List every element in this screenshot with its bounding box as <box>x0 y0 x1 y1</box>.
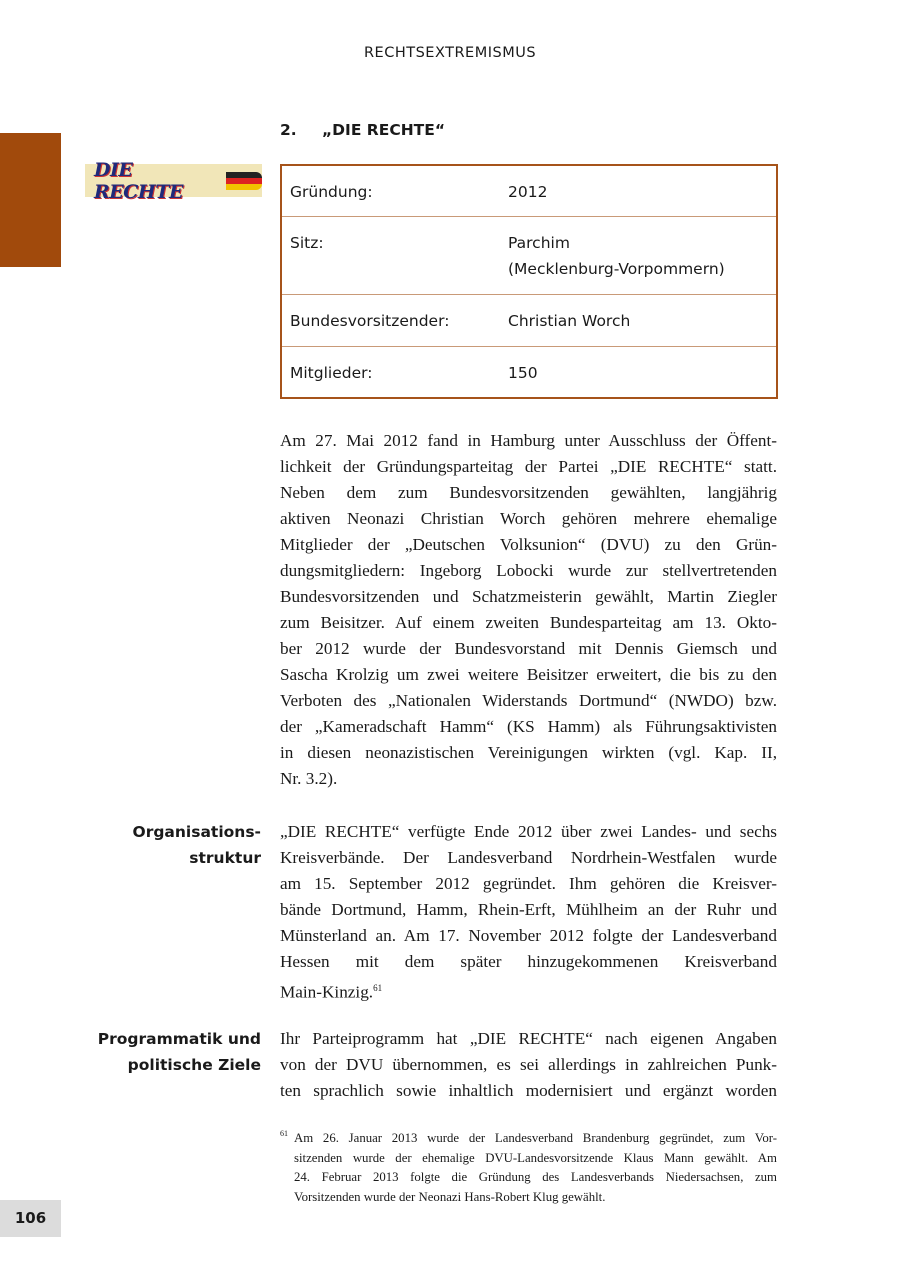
line-text: Neben dem zum Bundesvorsitzenden gewählten, langjährig <box>280 483 777 502</box>
text-line <box>280 688 777 714</box>
fact-value <box>508 360 538 397</box>
text-line <box>280 610 777 636</box>
logo-wordmark: DIE RECHTE <box>94 158 183 203</box>
text-line <box>280 975 777 1001</box>
fact-value-line: Parchim <box>508 234 570 252</box>
margin-heading-line: Organisations- <box>132 823 261 841</box>
fact-key: Sitz: <box>290 234 324 252</box>
page-number: 106 <box>0 1200 61 1237</box>
text-line <box>280 845 777 871</box>
section-number: 2. <box>280 121 297 139</box>
line-text: Ihr Parteiprogramm hat „DIE RECHTE“ nach eigenen Angaben <box>280 1029 777 1048</box>
line-text: Mitglieder der „Deutschen Volksunion“ (DVU) zu den Grün- <box>280 535 777 554</box>
line-text: Main-Kinzig. <box>280 982 374 1002</box>
margin-heading-line: struktur <box>189 849 261 867</box>
section-title: „DIE RECHTE“ <box>322 121 446 139</box>
fact-value <box>508 308 630 346</box>
paragraph <box>280 1026 777 1104</box>
footnote-reference[interactable]: 61 <box>373 983 383 993</box>
text-line <box>280 480 777 506</box>
fact-row <box>282 216 776 294</box>
margin-heading <box>133 819 261 871</box>
text-line <box>280 1052 777 1078</box>
text-line <box>280 819 777 845</box>
text-line <box>280 740 777 766</box>
fact-row <box>282 294 776 346</box>
line-text: aktiven Neonazi Christian Worch gehören mehrere ehemalige <box>280 509 777 528</box>
line-text: in diesen neonazistischen Vereinigungen wirkten (vgl. Kap. II, <box>280 743 777 762</box>
text-line <box>280 949 777 975</box>
running-head: RECHTSEXTREMISMUS <box>363 45 537 61</box>
line-text: „DIE RECHTE“ verfügte Ende 2012 über zwei Landes- und sechs <box>280 822 777 841</box>
paragraph <box>280 428 777 792</box>
fact-table <box>280 164 778 399</box>
text-line <box>280 584 777 610</box>
text-line <box>280 766 777 792</box>
line-text: zum Beisitzer. Auf einem zweiten Bundesparteitag am 13. Okto- <box>280 613 777 632</box>
fact-row <box>282 346 776 397</box>
line-text: Münsterland an. Am 17. November 2012 folgte der Landesverband <box>280 926 777 945</box>
fact-key: Mitglieder: <box>290 364 373 382</box>
text-line <box>280 662 777 688</box>
line-text: ten sprachlich sowie inhaltlich modernisiert und ergänzt worden <box>280 1081 777 1100</box>
fact-key: Bundesvorsitzender: <box>290 312 450 330</box>
text-line <box>280 923 777 949</box>
footnote-line: 24. Februar 2013 folgte die Gründung des Landesverbands Niedersachsen, zum <box>294 1170 777 1184</box>
line-text: von der DVU übernommen, es sei allerdings in zahlreichen Punk- <box>280 1055 777 1074</box>
line-text: Am 27. Mai 2012 fand in Hamburg unter Ausschluss der Öffent- <box>280 431 777 450</box>
text-line <box>280 506 777 532</box>
footnote <box>280 1129 777 1207</box>
fact-value <box>508 179 547 216</box>
footnote-line: sitzenden wurde der ehemalige DVU-Landesvorsitzende Klaus Mann gewählt. Am <box>294 1150 777 1165</box>
party-logo <box>85 158 262 203</box>
fact-value-line: 2012 <box>508 183 548 201</box>
chapter-tab-marker <box>0 133 61 267</box>
line-text: Verboten des „Nationalen Widerstands Dortmund“ (NWDO) bzw. <box>280 691 777 710</box>
text-line <box>280 636 777 662</box>
text-line <box>280 532 777 558</box>
fact-value <box>508 230 725 294</box>
line-text: der „Kameradschaft Hamm“ (KS Hamm) als Führungsaktivisten <box>280 717 777 736</box>
line-text: dungsmitgliedern: Ingeborg Lobocki wurde zur stellvertretenden <box>280 561 777 580</box>
line-text: Sascha Krolzig um zwei weitere Beisitzer erweitert, die bis zu den <box>280 665 777 684</box>
footnote-line: Am 26. Januar 2013 wurde der Landesverband Brandenburg gegründet, zum Vor- <box>294 1131 777 1145</box>
line-text: am 15. September 2012 gegründet. Ihm gehören die Kreisver- <box>280 874 777 893</box>
line-text: bände Dortmund, Hamm, Rhein-Erft, Mühlheim an der Ruhr und <box>280 900 777 919</box>
text-line <box>280 871 777 897</box>
margin-heading-line: politische Ziele <box>127 1056 261 1074</box>
text-line <box>280 454 777 480</box>
text-line <box>280 1026 777 1052</box>
fact-value-line: Christian Worch <box>508 312 631 330</box>
text-line <box>280 714 777 740</box>
fact-key: Gründung: <box>290 183 373 201</box>
line-text: Kreisverbände. Der Landesverband Nordrhein-Westfalen wurde <box>280 848 777 867</box>
line-text: Nr. 3.2). <box>280 769 338 788</box>
margin-heading <box>98 1026 261 1078</box>
text-line <box>280 428 777 454</box>
paragraph <box>280 819 777 1001</box>
fact-value-line: 150 <box>508 364 538 382</box>
footnote-line: Vorsitzenden wurde der Neonazi Hans-Robert Klug gewählt. <box>294 1189 606 1204</box>
fact-value-line: (Mecklenburg-Vorpommern) <box>508 260 725 278</box>
section-heading <box>280 121 445 139</box>
footnote-marker: 61 <box>280 1129 288 1138</box>
margin-heading-line: Programmatik und <box>97 1030 261 1048</box>
text-line <box>280 1078 777 1104</box>
fact-row <box>282 166 776 216</box>
line-text: Hessen mit dem später hinzugekommenen Kreisverband <box>280 952 777 971</box>
german-flag-icon <box>226 172 262 190</box>
text-line <box>280 897 777 923</box>
line-text: lichkeit der Gründungsparteitag der Partei „DIE RECHTE“ statt. <box>280 457 777 476</box>
line-text: ber 2012 wurde der Bundesvorstand mit Dennis Giemsch und <box>280 639 777 658</box>
text-line <box>280 558 777 584</box>
line-text: Bundesvorsitzenden und Schatzmeisterin gewählt, Martin Ziegler <box>280 587 777 606</box>
